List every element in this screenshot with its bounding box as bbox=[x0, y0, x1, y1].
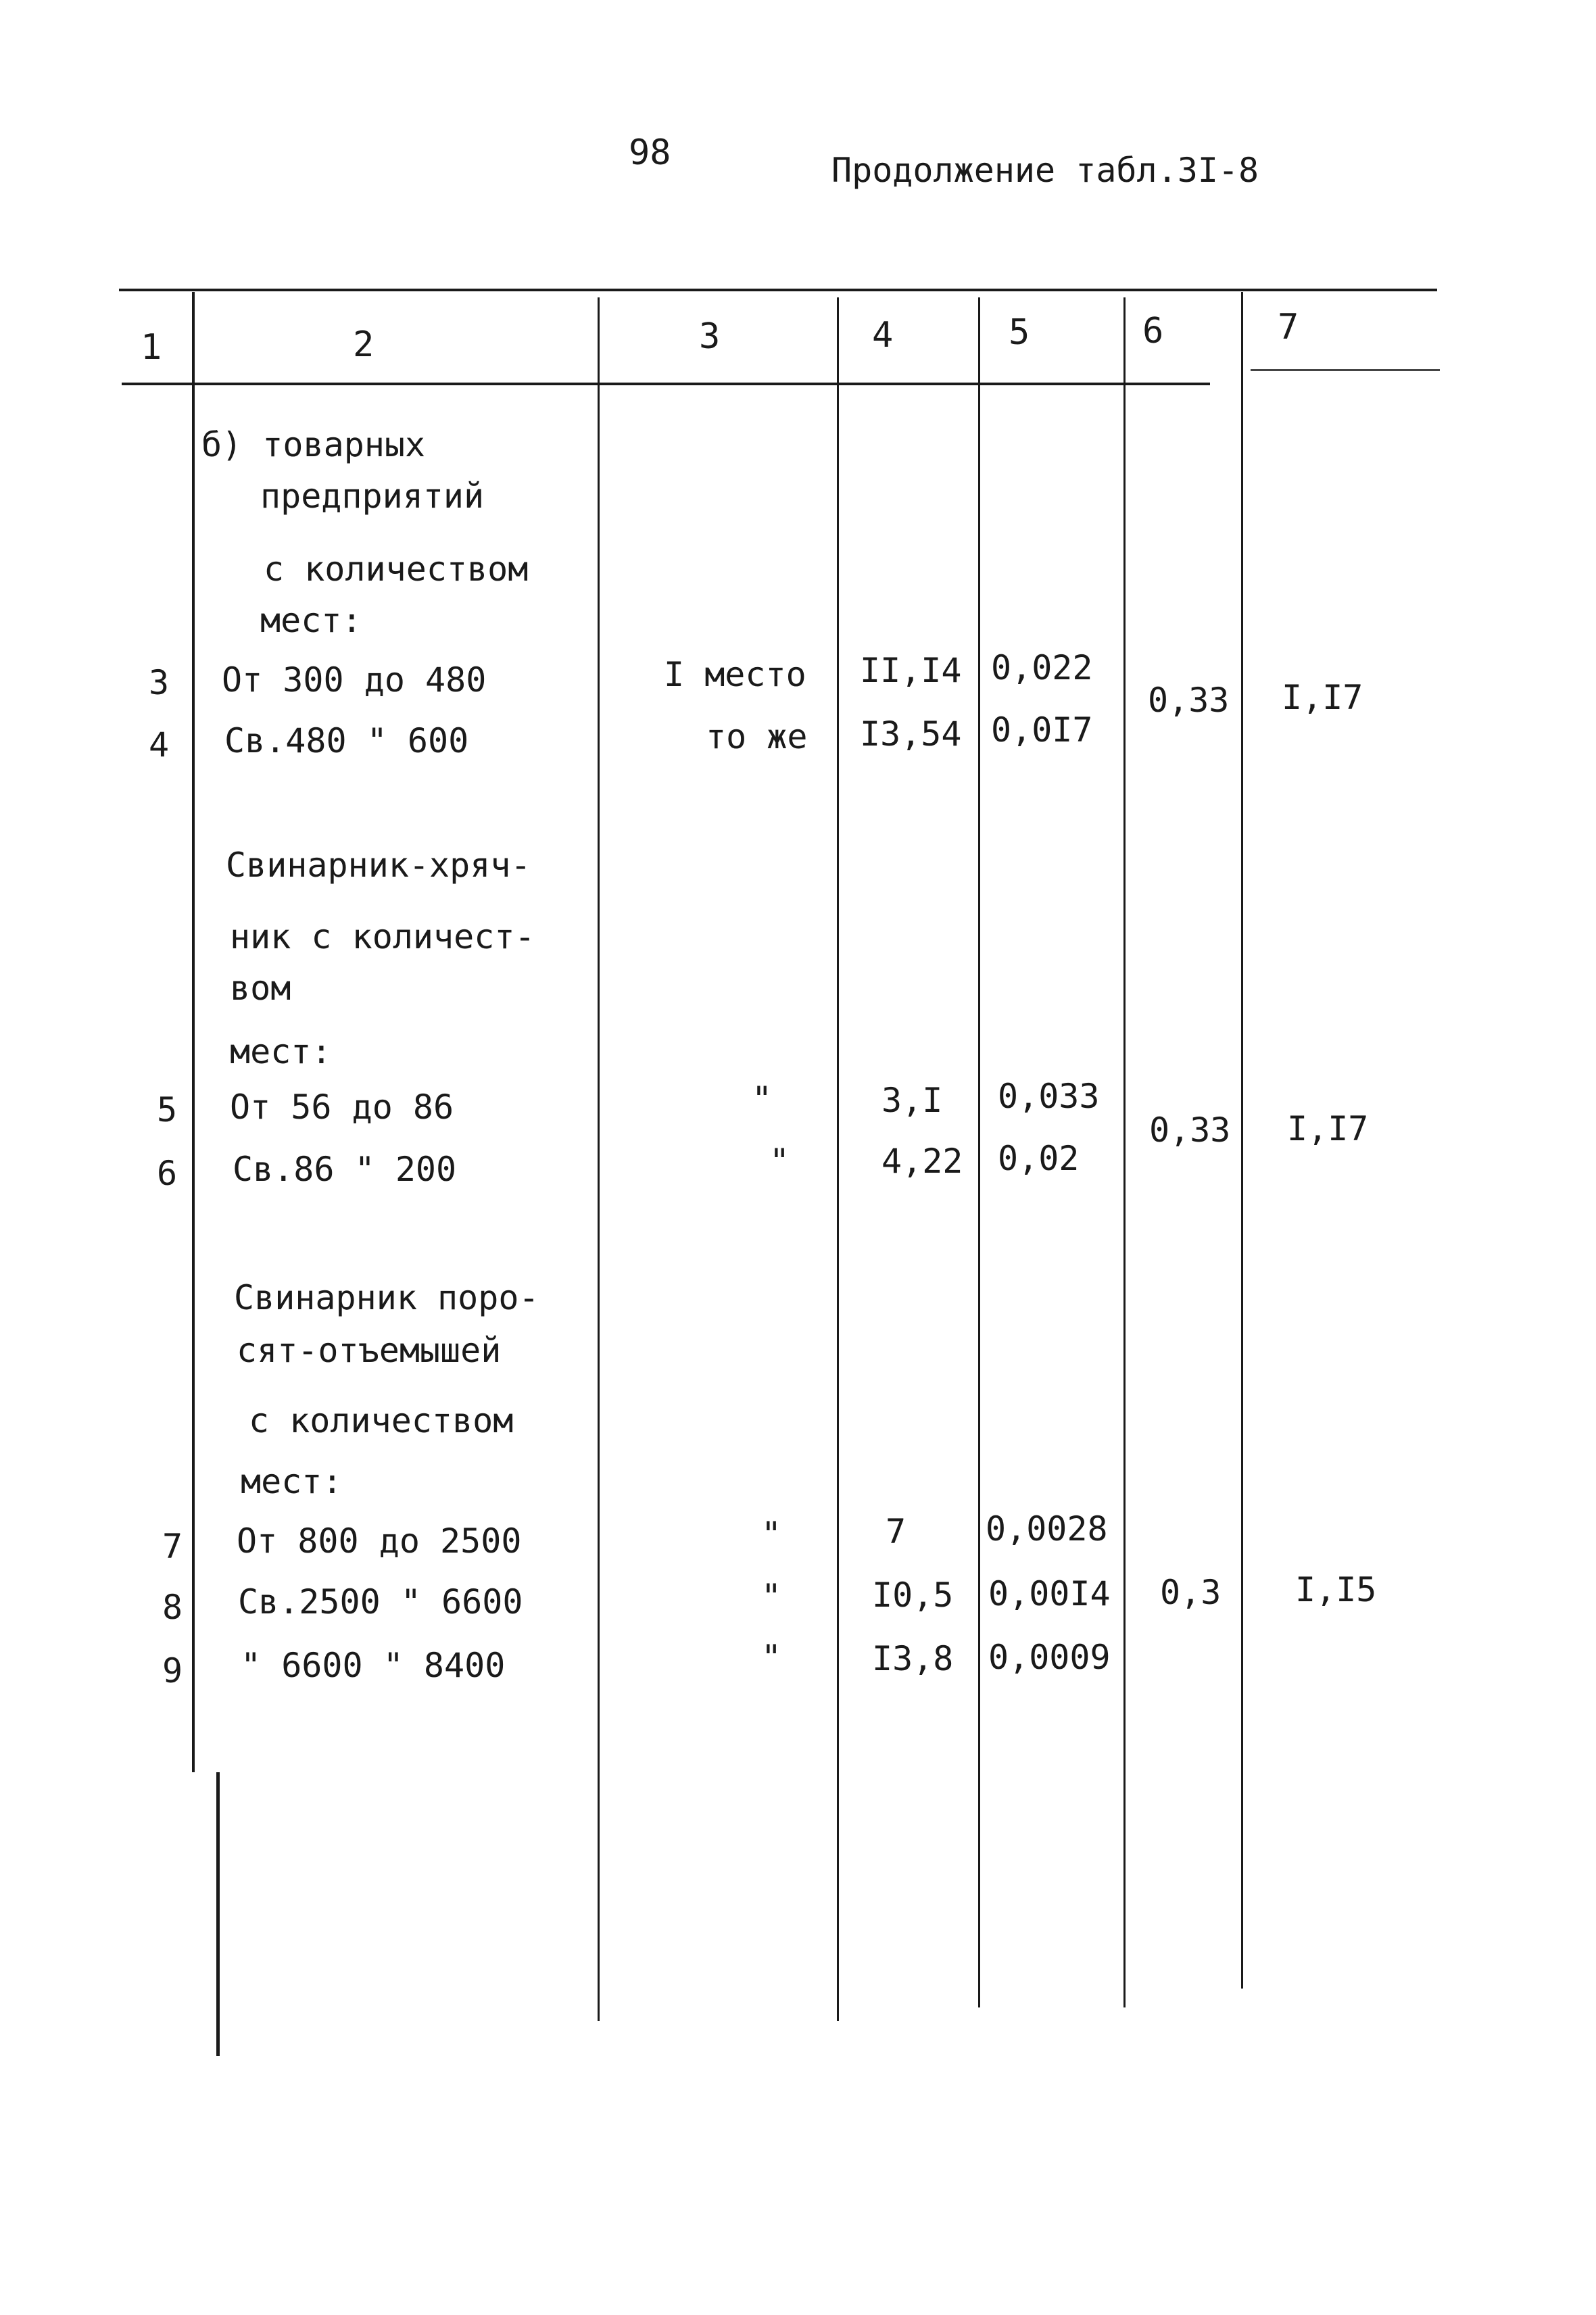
section-piglet-col6: 0,3 bbox=[1160, 1573, 1222, 1612]
row-name: " 6600 " 8400 bbox=[241, 1646, 506, 1685]
row-col4: 3,I bbox=[881, 1081, 943, 1120]
section-b-heading-2: предприятий bbox=[260, 477, 485, 516]
section-piglet-heading-2: сят-отъемышей bbox=[237, 1331, 502, 1370]
section-b-heading-3: с количеством bbox=[264, 550, 529, 589]
section-piglet-heading-3: с количеством bbox=[249, 1401, 514, 1440]
row-unit: I место bbox=[664, 655, 806, 694]
row-unit: " bbox=[761, 1638, 782, 1677]
row-unit: то же bbox=[706, 717, 808, 756]
col-divider-6-7 bbox=[1241, 292, 1243, 1989]
row-col5: 0,00I4 bbox=[988, 1574, 1111, 1613]
section-piglet-heading-4: мест: bbox=[241, 1462, 343, 1501]
row-col4: I3,8 bbox=[872, 1639, 954, 1678]
row-col5: 0,033 bbox=[998, 1077, 1100, 1116]
row-name: От 300 до 480 bbox=[222, 660, 487, 700]
header-bottom-rule-dashed bbox=[1251, 369, 1440, 371]
col-header-3: 3 bbox=[699, 316, 721, 357]
row-number: 9 bbox=[162, 1651, 183, 1690]
row-col5: 0,022 bbox=[991, 648, 1093, 687]
row-col5: 0,0009 bbox=[988, 1638, 1111, 1677]
row-name: Св.86 " 200 bbox=[233, 1150, 457, 1189]
section-piglet-col7: I,I5 bbox=[1295, 1570, 1377, 1609]
page-number: 98 bbox=[629, 132, 671, 173]
col-header-4: 4 bbox=[872, 315, 894, 356]
row-name: Св.480 " 600 bbox=[224, 721, 469, 760]
col-header-6: 6 bbox=[1142, 311, 1164, 351]
table-top-rule bbox=[119, 289, 1437, 291]
row-unit: " bbox=[761, 1577, 782, 1616]
col-header-1: 1 bbox=[141, 327, 162, 368]
section-b-heading-4: мест: bbox=[260, 601, 362, 640]
section-boar-heading-4: мест: bbox=[230, 1032, 332, 1071]
row-number: 3 bbox=[149, 663, 170, 702]
row-number: 4 bbox=[149, 725, 170, 764]
row-unit: " bbox=[761, 1515, 782, 1554]
row-unit: " bbox=[769, 1142, 790, 1181]
row-name: От 800 до 2500 bbox=[237, 1521, 522, 1561]
col-divider-5-6 bbox=[1123, 297, 1126, 2007]
col-divider-3-4 bbox=[837, 297, 839, 2021]
row-unit: " bbox=[752, 1079, 773, 1119]
row-name: Св.2500 " 6600 bbox=[238, 1582, 523, 1622]
col-header-5: 5 bbox=[1009, 312, 1030, 353]
row-col5: 0,0028 bbox=[986, 1509, 1108, 1549]
section-boar-heading-2: ник с количест- bbox=[230, 917, 535, 956]
section-b-col7: I,I7 bbox=[1282, 678, 1363, 717]
row-col4: I3,54 bbox=[860, 714, 962, 754]
col-header-2: 2 bbox=[353, 324, 374, 365]
section-boar-col7: I,I7 bbox=[1287, 1109, 1369, 1148]
section-b-heading-1: б) товарных bbox=[201, 425, 426, 464]
section-piglet-heading-1: Свинарник поро- bbox=[234, 1278, 539, 1317]
row-col4: I0,5 bbox=[872, 1576, 954, 1615]
row-number: 5 bbox=[157, 1090, 178, 1129]
section-boar-col6: 0,33 bbox=[1149, 1111, 1231, 1150]
col-divider-4-5 bbox=[978, 297, 980, 2007]
row-name: От 56 до 86 bbox=[230, 1088, 454, 1127]
table-caption: Продолжение табл.3I-8 bbox=[831, 151, 1259, 190]
row-col4: 4,22 bbox=[881, 1142, 963, 1181]
col-header-7: 7 bbox=[1278, 307, 1299, 347]
row-col5: 0,02 bbox=[998, 1139, 1080, 1178]
col-divider-1-2-lower bbox=[216, 1772, 220, 2056]
section-boar-heading-1: Свинарник-хряч- bbox=[226, 846, 531, 885]
row-col5: 0,0I7 bbox=[991, 710, 1093, 750]
section-boar-heading-3: вом bbox=[230, 969, 291, 1008]
row-col4: II,I4 bbox=[860, 651, 962, 690]
row-number: 8 bbox=[162, 1588, 183, 1627]
row-number: 7 bbox=[162, 1527, 183, 1566]
col-divider-2-3 bbox=[598, 297, 600, 2021]
section-b-col6: 0,33 bbox=[1148, 681, 1230, 720]
row-col4: 7 bbox=[886, 1512, 906, 1551]
row-number: 6 bbox=[157, 1154, 178, 1193]
col-divider-1-2 bbox=[192, 292, 195, 1772]
header-bottom-rule bbox=[122, 383, 1210, 385]
